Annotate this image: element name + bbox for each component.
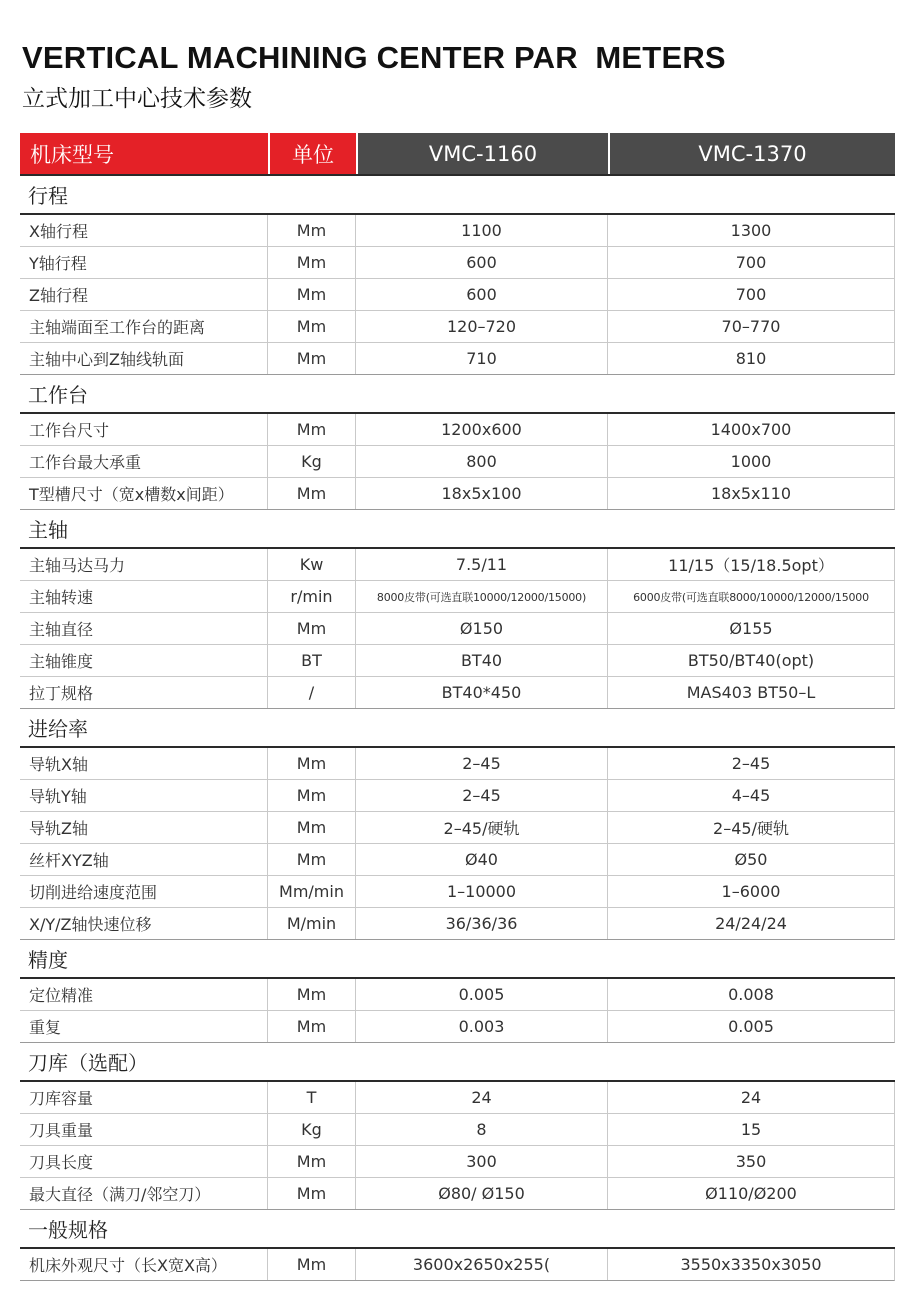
param-name: 拉丁规格: [20, 677, 268, 708]
param-name: Y轴行程: [20, 247, 268, 278]
value-vmc-1370: 810: [735, 349, 767, 368]
param-unit: M/min: [268, 908, 356, 939]
value-vmc-1370: 70–770: [721, 317, 781, 336]
table-row: [20, 876, 895, 908]
value-vmc-1370: 1400x700: [710, 420, 792, 439]
param-name: 主轴中心到Z轴线轨面: [20, 343, 268, 374]
value-vmc-1370: 6000皮带(可选直联8000/10000/12000/15000: [633, 590, 869, 604]
param-name: 丝杆XYZ轴: [20, 844, 268, 875]
param-unit: Mm: [268, 215, 356, 246]
header-unit: 单位: [270, 133, 356, 174]
value-vmc-1370: 2–45: [731, 754, 771, 773]
value-vmc-1370: 15: [740, 1120, 762, 1139]
value-vmc-1370: 24: [740, 1088, 762, 1107]
value-vmc-1160: 1100: [356, 215, 608, 246]
value-vmc-1160: 24: [356, 1082, 608, 1113]
param-unit: Mm: [268, 414, 356, 445]
value-vmc-1370: MAS403 BT50–L: [686, 683, 816, 702]
param-name: 主轴锥度: [20, 645, 268, 676]
value-vmc-1160: 8: [356, 1114, 608, 1145]
section-title: 行程: [20, 176, 895, 215]
param-unit: Kg: [268, 1114, 356, 1145]
param-unit: Mm: [268, 1178, 356, 1209]
page-title-chinese: 立式加工中心技术参数: [22, 86, 252, 112]
sections-container: [20, 176, 895, 1281]
table-row: [20, 613, 895, 645]
section-title: 精度: [20, 940, 895, 979]
page-title-english: VERTICAL MACHINING CENTER PAR METERS: [22, 40, 726, 75]
table-row: [20, 908, 895, 940]
table-row: [20, 414, 895, 446]
table-row: [20, 1249, 895, 1281]
param-name: 主轴马达马力: [20, 549, 268, 580]
param-unit: Mm: [268, 844, 356, 875]
spec-table: [20, 133, 895, 1281]
param-unit: Mm: [268, 613, 356, 644]
table-row: [20, 780, 895, 812]
value-vmc-1370: 1300: [730, 221, 772, 240]
value-vmc-1160: 2–45: [356, 748, 608, 779]
param-unit: Mm: [268, 343, 356, 374]
value-vmc-1160: 7.5/11: [356, 549, 608, 580]
value-vmc-1370: 350: [735, 1152, 767, 1171]
value-vmc-1160: Ø150: [356, 613, 608, 644]
header-model: 机床型号: [20, 133, 268, 174]
table-row: [20, 645, 895, 677]
value-vmc-1370: 1–6000: [721, 882, 781, 901]
param-name: 刀具重量: [20, 1114, 268, 1145]
param-unit: Kg: [268, 446, 356, 477]
table-row: [20, 1178, 895, 1210]
value-vmc-1160: 0.003: [356, 1011, 608, 1042]
param-name: 工作台最大承重: [20, 446, 268, 477]
param-unit: Mm: [268, 311, 356, 342]
value-vmc-1160: Ø40: [356, 844, 608, 875]
section-title: 刀库（选配）: [20, 1043, 895, 1082]
value-vmc-1370: 0.008: [728, 985, 774, 1004]
value-vmc-1370: Ø110/Ø200: [705, 1184, 797, 1203]
value-vmc-1370: 1000: [730, 452, 772, 471]
param-name: 导轨Z轴: [20, 812, 268, 843]
param-unit: Mm: [268, 478, 356, 509]
param-name: 定位精准: [20, 979, 268, 1010]
param-name: 刀具长度: [20, 1146, 268, 1177]
param-unit: Mm: [268, 979, 356, 1010]
param-unit: Mm: [268, 780, 356, 811]
table-row: [20, 279, 895, 311]
table-row: [20, 446, 895, 478]
value-vmc-1160: 300: [356, 1146, 608, 1177]
table-row: [20, 549, 895, 581]
value-vmc-1160: 1–10000: [356, 876, 608, 907]
section-title: 主轴: [20, 510, 895, 549]
param-name: 重复: [20, 1011, 268, 1042]
param-unit: Mm: [268, 748, 356, 779]
table-header: [20, 133, 895, 176]
value-vmc-1370: 11/15（15/18.5opt）: [668, 556, 834, 575]
value-vmc-1160: Ø80/ Ø150: [356, 1178, 608, 1209]
value-vmc-1160: 0.005: [356, 979, 608, 1010]
value-vmc-1370: 24/24/24: [715, 914, 787, 933]
param-unit: Mm: [268, 1249, 356, 1280]
value-vmc-1370: 4–45: [731, 786, 771, 805]
value-vmc-1370: 2–45/硬轨: [713, 819, 789, 838]
param-unit: Mm: [268, 1011, 356, 1042]
table-row: [20, 343, 895, 375]
header-vmc-1160: VMC-1160: [358, 133, 608, 174]
param-unit: r/min: [268, 581, 356, 612]
param-unit: Mm: [268, 247, 356, 278]
value-vmc-1160: 120–720: [356, 311, 608, 342]
table-row: [20, 844, 895, 876]
section-title: 工作台: [20, 375, 895, 414]
param-name: 导轨Y轴: [20, 780, 268, 811]
value-vmc-1370: BT50/BT40(opt): [687, 651, 815, 670]
value-vmc-1160: 8000皮带(可选直联10000/12000/15000): [356, 581, 608, 612]
table-row: [20, 247, 895, 279]
param-name: 刀库容量: [20, 1082, 268, 1113]
value-vmc-1370: Ø50: [734, 850, 768, 869]
param-name: 最大直径（满刀/邻空刀）: [20, 1178, 268, 1209]
param-unit: T: [268, 1082, 356, 1113]
table-row: [20, 581, 895, 613]
param-name: 主轴直径: [20, 613, 268, 644]
value-vmc-1160: BT40: [356, 645, 608, 676]
param-name: X轴行程: [20, 215, 268, 246]
value-vmc-1370: Ø155: [729, 619, 773, 638]
table-row: [20, 215, 895, 247]
value-vmc-1370: 3550x3350x3050: [680, 1255, 822, 1274]
param-name: 导轨X轴: [20, 748, 268, 779]
table-row: [20, 748, 895, 780]
table-row: [20, 478, 895, 510]
param-name: 机床外观尺寸（长X宽X高）: [20, 1249, 268, 1280]
value-vmc-1160: 36/36/36: [356, 908, 608, 939]
table-row: [20, 812, 895, 844]
param-unit: Mm: [268, 279, 356, 310]
section-title: 一般规格: [20, 1210, 895, 1249]
value-vmc-1160: 2–45/硬轨: [356, 812, 608, 843]
table-row: [20, 677, 895, 709]
param-unit: /: [268, 677, 356, 708]
value-vmc-1160: 2–45: [356, 780, 608, 811]
value-vmc-1160: 800: [356, 446, 608, 477]
param-unit: Mm: [268, 1146, 356, 1177]
header-vmc-1370: VMC-1370: [610, 133, 895, 174]
value-vmc-1160: 600: [356, 247, 608, 278]
value-vmc-1160: BT40*450: [356, 677, 608, 708]
param-name: 主轴端面至工作台的距离: [20, 311, 268, 342]
param-unit: Mm: [268, 812, 356, 843]
value-vmc-1370: 18x5x110: [710, 484, 791, 503]
param-name: 工作台尺寸: [20, 414, 268, 445]
table-row: [20, 979, 895, 1011]
param-name: Z轴行程: [20, 279, 268, 310]
param-name: X/Y/Z轴快速位移: [20, 908, 268, 939]
value-vmc-1370: 0.005: [728, 1017, 774, 1036]
table-row: [20, 1114, 895, 1146]
param-name: T型槽尺寸（宽x槽数x间距）: [20, 478, 268, 509]
table-row: [20, 311, 895, 343]
table-row: [20, 1082, 895, 1114]
value-vmc-1160: 600: [356, 279, 608, 310]
section-title: 进给率: [20, 709, 895, 748]
table-row: [20, 1146, 895, 1178]
param-name: 主轴转速: [20, 581, 268, 612]
value-vmc-1370: 700: [735, 285, 767, 304]
param-name: 切削进给速度范围: [20, 876, 268, 907]
value-vmc-1160: 710: [356, 343, 608, 374]
param-unit: Kw: [268, 549, 356, 580]
value-vmc-1160: 18x5x100: [356, 478, 608, 509]
table-row: [20, 1011, 895, 1043]
param-unit: Mm/min: [268, 876, 356, 907]
value-vmc-1160: 3600x2650x255(: [356, 1249, 608, 1280]
param-unit: BT: [268, 645, 356, 676]
value-vmc-1370: 700: [735, 253, 767, 272]
value-vmc-1160: 1200x600: [356, 414, 608, 445]
